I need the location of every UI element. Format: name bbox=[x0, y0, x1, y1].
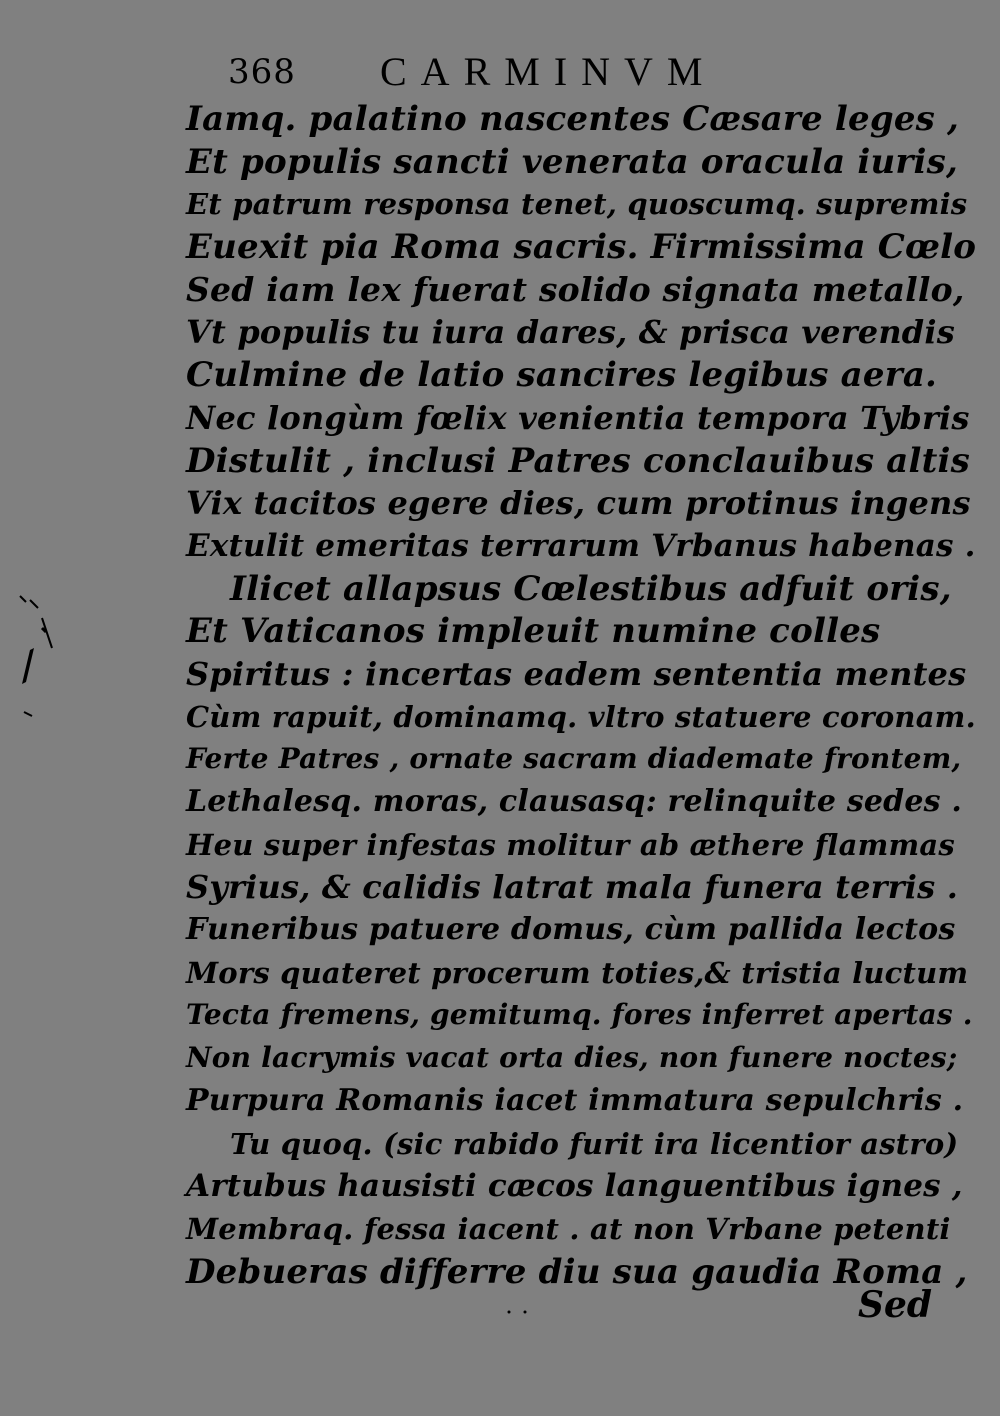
verse-line: Tu quoq. (sic rabido furit ira licentior astro) bbox=[230, 1126, 959, 1161]
verse-line: Lethalesq. moras, clausasq: relinquite sedes . bbox=[186, 784, 963, 819]
running-title: CARMINVM bbox=[380, 49, 717, 94]
verse-line: Iamq. palatino nascentes Cæsare leges , bbox=[186, 99, 960, 139]
catchword: Sed bbox=[858, 1284, 933, 1326]
verse-line: Et Vaticanos impleuit numine colles bbox=[186, 611, 881, 652]
verse-line: Et populis sancti venerata oracula iuris, bbox=[186, 141, 958, 182]
page-number: 368 bbox=[228, 52, 296, 92]
verse-line: Artubus hausisti cæcos languentibus ignes , bbox=[186, 1168, 963, 1205]
verse-line: Culmine de latio sancires legibus aera. bbox=[186, 355, 938, 396]
verse-line: Extulit emeritas terrarum Vrbanus habenas . bbox=[186, 527, 976, 564]
verse-line: Heu super infestas molitur ab æthere flammas bbox=[186, 827, 955, 862]
verse-block bbox=[186, 98, 976, 1293]
verse-line: Ferte Patres , ornate sacram diademate frontem, bbox=[186, 742, 962, 776]
verse-line: Debueras differre diu sua gaudia Roma , bbox=[186, 1251, 968, 1292]
verse-line: Mors quateret procerum toties,& tristia luctum bbox=[186, 955, 969, 990]
verse-line: Ilicet allapsus Cœlestibus adfuit oris, bbox=[230, 568, 952, 609]
verse-line: Membraq. fessa iacent . at non Vrbane petenti bbox=[186, 1211, 951, 1246]
verse-line: Vix tacitos egere dies, cum protinus ingens bbox=[186, 484, 971, 523]
verse-line: Syrius, & calidis latrat mala funera terris . bbox=[186, 868, 959, 907]
verse-line: Distulit , inclusi Patres conclauibus altis bbox=[186, 440, 970, 481]
verse-line: Tecta fremens, gemitumq. fores inferret apertas . bbox=[186, 998, 973, 1032]
verse-line: Euexit pia Roma sacris. Firmissima Cœlo bbox=[186, 227, 977, 268]
verse-line: Vt populis tu iura dares, & prisca verendis bbox=[186, 313, 955, 352]
verse-line: Purpura Romanis iacet immatura sepulchris . bbox=[186, 1082, 964, 1118]
margin-ink-marks bbox=[8, 592, 54, 722]
verse-line: Nec longùm fœlix venientia tempora Tybris bbox=[186, 398, 970, 437]
verse-line: Spiritus : incertas eadem sententia mentes bbox=[186, 654, 967, 693]
stray-ink-dots bbox=[505, 1306, 545, 1318]
verse-line: Et patrum responsa tenet, quoscumq. supremis bbox=[186, 187, 968, 222]
verse-line: Non lacrymis vacat orta dies, non funere noctes; bbox=[186, 1041, 958, 1075]
verse-line: Sed iam lex fuerat solido signata metallo, bbox=[186, 269, 965, 309]
verse-line: Funeribus patuere domus, cùm pallida lectos bbox=[186, 912, 956, 948]
verse-line: Cùm rapuit, dominamq. vltro statuere coronam. bbox=[186, 699, 976, 734]
